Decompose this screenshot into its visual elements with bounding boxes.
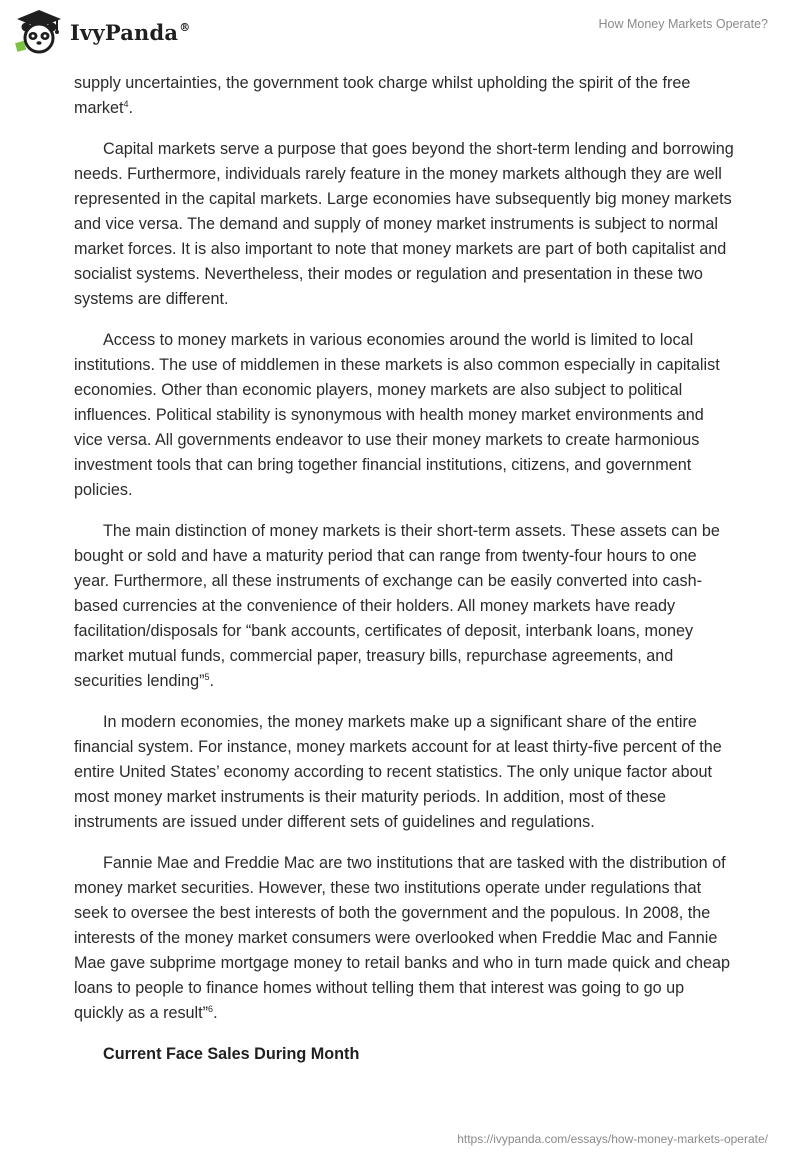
paragraph: The main distinction of money markets is their short-term assets. These assets can be bought or sold and have a maturity period that can range from twenty-four hours to one year. Furthermore, all these instruments of exchange can be easily converted into cash-based currencies at the convenience of their holders. All money markets have ready facilitation/disposals for “bank accounts, certificates of deposit, interbank loans, money market mutual funds, commercial paper, treasury bills, repurchase agreements, and securities lending”$^5$. — [74, 522, 720, 690]
essay-body — [74, 71, 734, 1067]
footnote-ref[interactable]: 6 — [208, 1004, 214, 1014]
brand-name: IvyPanda® — [70, 19, 191, 45]
section-heading: Current Face Sales During Month — [103, 1045, 360, 1063]
paragraph: In modern economies, the money markets make up a significant share of the entire financial system. For instance, money markets account for at least thirty-five percent of the entire United States’ economy according to recent statistics. The only unique factor about most money market instruments is their maturity periods. In addition, most of these instruments are issued under different sets of guidelines and regulations. — [74, 713, 722, 831]
source-url[interactable]: https://ivypanda.com/essays/how-money-markets-operate/ — [457, 1132, 768, 1146]
paragraph: Capital markets serve a purpose that goes beyond the short-term lending and borrowing needs. Furthermore, individuals rarely feature in the money markets although they are well represented in the capital markets. Large economies have subsequently big money markets and vice versa. The demand and supply of money market instruments is subject to normal market forces. It is also important to note that money markets are part of both capitalist and socialist systems. Nevertheless, their modes or regulation and presentation in these two systems are different. — [74, 140, 734, 308]
brand-logo[interactable] — [14, 8, 190, 56]
page-header — [0, 0, 800, 70]
footnote-ref[interactable]: 4 — [123, 99, 129, 109]
paragraph: Access to money markets in various economies around the world is limited to local institutions. The use of middlemen in these markets is also common especially in capitalist economies. Other than economic players, money markets are also subject to political influences. Political stability is synonymous with health money market environments and vice versa. All governments endeavor to use their money markets to create harmonious investment tools that can bring together financial institutions, citizens, and government policies. — [74, 331, 720, 499]
paragraph: supply uncertainties, the government took charge whilst upholding the spirit of the free market$^4$. — [74, 74, 691, 117]
panda-logo-icon — [14, 8, 64, 56]
footnote-ref[interactable]: 5 — [204, 672, 210, 682]
document-title: How Money Markets Operate? — [598, 17, 768, 31]
paragraph: Fannie Mae and Freddie Mac are two institutions that are tasked with the distribution of money market securities. However, these two institutions operate under regulations that seek to oversee the best interests of both the government and the populous. In 2008, the interests of the money market consumers were overlooked when Freddie Mac and Fannie Mae gave subprime mortgage money to retail banks and who in turn made quick and cheap loans to people to finance homes without telling them that interest was going to go up quickly as a result”$^6$. — [74, 854, 730, 1022]
